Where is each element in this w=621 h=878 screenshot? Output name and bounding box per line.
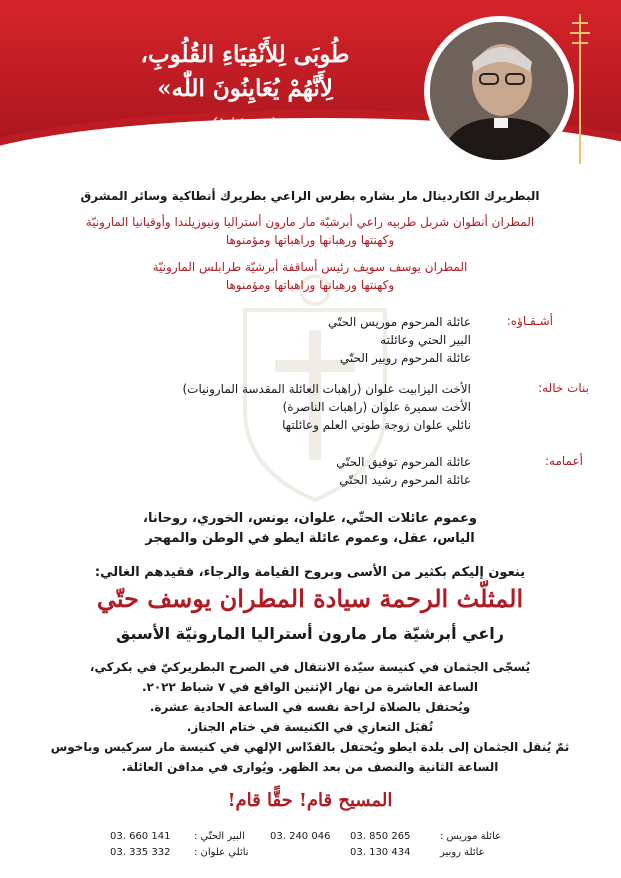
contact-name: نائلي علوان : xyxy=(194,847,249,858)
cousin-item: الأخت اليزابيت علوان (راهبات العائلة المقدسة المارونيات) xyxy=(182,382,471,396)
general-families-line-2: الياس، عقل، وعموم عائلة ايطو في الوطن والمهجر xyxy=(145,531,475,546)
contact-number: 03. 130 434 xyxy=(350,847,411,858)
bible-verse xyxy=(95,38,395,131)
uncle-item: عائلة المرحوم رشيد الحتّي xyxy=(339,473,471,487)
bishop1-line-b: وكهنتها ورهبانها وراهباتها ومؤمنوها xyxy=(225,233,395,247)
verse-reference: (متى ٥ / ٨) xyxy=(211,116,279,131)
funeral-line-4: تُقبَل التعازي في الكنيسة في ختام الجناز. xyxy=(186,720,434,734)
contact-number: 03. 240 046 xyxy=(270,831,331,842)
bishop2-line-b: وكهنتها ورهبانها وراهباتها ومؤمنوها xyxy=(225,278,395,292)
portrait-photo xyxy=(430,22,568,160)
uncles-list xyxy=(336,453,471,489)
uncle-item: عائلة المرحوم توفيق الحتّي xyxy=(336,455,471,469)
contact-name: البير الحتّي : xyxy=(194,831,245,842)
portrait-illustration xyxy=(430,22,568,160)
contact-number: 03. 850 265 xyxy=(350,831,411,842)
deceased-title: راعي أبرشيّة مار مارون أستراليا المارونيّة الأسبق xyxy=(116,624,504,643)
siblings-list xyxy=(328,313,471,367)
patriarch-line: البطريرك الكاردينال مار بشاره بطرس الراعي بطريرك أنطاكية وسائر المشرق xyxy=(80,189,540,203)
bishop1-line-a: المطران أنطوان شربل طربيه راعي أبرشيّة مار مارون أستراليا ونيوزيلندا وأوقيانيا المارونيّة xyxy=(85,215,535,229)
contact-number: 03. 660 141 xyxy=(110,831,171,842)
funeral-line-2: الساعة العاشرة من نهار الإثنين الواقع في ٧ شباط ٢٠٢٢. xyxy=(141,680,479,694)
uncles-label: أعمامه: xyxy=(545,454,583,468)
funeral-line-1: يُسجّى الجثمان في كنيسة سيّدة الانتقال في الصرح البطريركيّ في بكركي، xyxy=(89,660,531,674)
contact-name: عائلة روبير xyxy=(440,847,485,858)
sibling-item: البير الحتي وعائلته xyxy=(380,333,471,347)
siblings-label: أشـقـاؤه: xyxy=(506,314,553,328)
cousin-item: الأخت سميرة علوان (راهبات الناصرة) xyxy=(282,400,471,414)
cross-icon xyxy=(570,14,590,164)
bishop2-line-a: المطران يوسف سويف رئيس أساقفة أبرشيّة طرابلس المارونيّة xyxy=(152,260,468,274)
funeral-line-6: الساعة الثانية والنصف من بعد الظهر. ويُوارى في مدافن العائلة. xyxy=(121,760,499,774)
cousins-list xyxy=(182,380,471,434)
cousins-label: بنات خاله: xyxy=(538,381,589,395)
verse-line-2: لِأَنَّهُمْ يُعَايِنُونَ اللّٰه» xyxy=(157,75,333,102)
contact-name: عائلة موريس : xyxy=(440,831,502,842)
sibling-item: عائلة المرحوم موريس الحتّي xyxy=(327,315,471,329)
cousin-item: نائلي علوان زوجة طوني العلم وعائلتها xyxy=(282,418,471,432)
general-families-line-1: وعموم عائلات الحتّي، علوان، يونس، الخوري، روحانا، xyxy=(143,511,477,526)
sibling-item: عائلة المرحوم روبير الحتّي xyxy=(339,351,471,365)
verse-line-1: طُوبَى لِلأَنْقِيَاءِ القُلُوبِ، xyxy=(140,41,350,68)
funeral-line-5: ثمّ يُنقل الجثمان إلى بلدة ايطو ويُحتفل بالقدّاس الإلهي في كنيسة مار سركيس وباخوس xyxy=(50,740,570,754)
funeral-line-3: ويُحتفل بالصلاة لراحة نفسه في الساعة الحادية عشرة. xyxy=(149,700,471,714)
announcement-intro: ينعون إليكم بكثير من الأسى وبروح القيامة والرجاء، فقيدهم الغالي: xyxy=(94,565,526,580)
deceased-name: المثلّث الرحمة سيادة المطران يوسف حتّي xyxy=(96,584,524,613)
closing-phrase: المسيح قام! حقًّا قام! xyxy=(227,790,393,811)
contact-number: 03. 335 332 xyxy=(110,847,171,858)
